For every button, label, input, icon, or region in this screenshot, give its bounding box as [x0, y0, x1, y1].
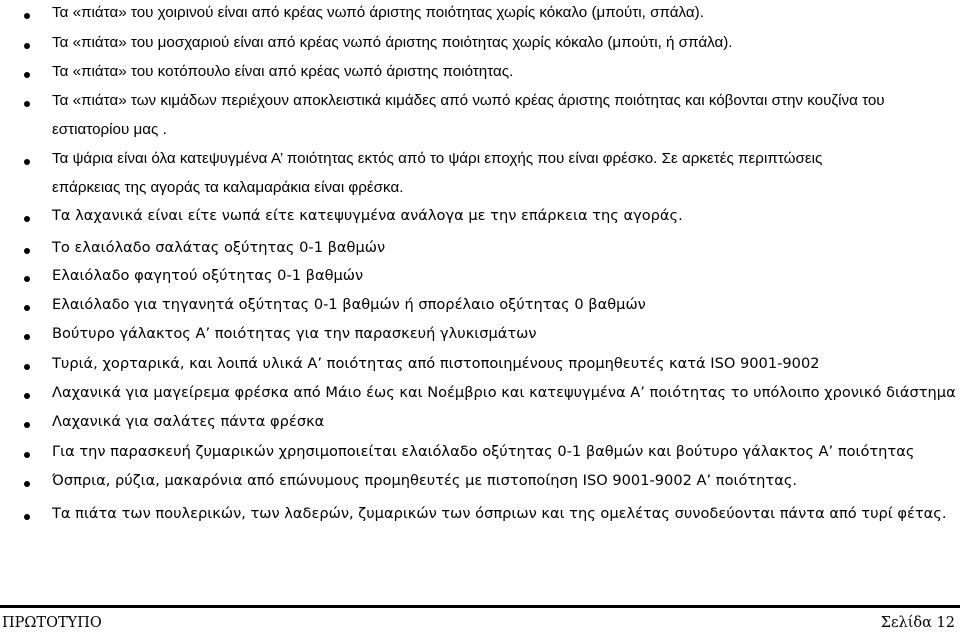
footer-rule [0, 605, 960, 608]
list-item-text: Τα «πιάτα» του μοσχαριού είναι από κρέας νωπό άριστης ποιότητας χωρίς κόκαλο (μπούτι, ή σπάλα). [52, 34, 733, 51]
bullet-icon [24, 334, 30, 340]
list-item-text: Ελαιόλαδο φαγητού οξύτητας 0-1 βαθμών [52, 267, 364, 284]
bullet-icon [24, 422, 30, 428]
footer-label: ΠΡΩΤΟΤΥΠΟ [2, 615, 102, 631]
bullet-icon [24, 101, 30, 107]
bullet-icon [24, 514, 30, 520]
bullet-icon [24, 159, 30, 165]
bullet-icon [24, 43, 30, 49]
list-item-text: Ελαιόλαδο για τηγανητά οξύτητας 0-1 βαθμών ή σπορέλαιο οξύτητας 0 βαθμών [52, 296, 646, 313]
list-item-text: Τα λαχανικά είναι είτε νωπά είτε κατεψυγμένα ανάλογα με την επάρκεια της αγοράς. [52, 207, 683, 224]
list-item-text: Τα «πιάτα» των κιμάδων περιέχουν αποκλειστικά κιμάδες από νωπό κρέας άριστης ποιότητας και κόβονται στην κουζίνα του [52, 92, 885, 109]
list-item-text: Όσπρια, ρύζια, μακαρόνια από επώνυμους προμηθευτές με πιστοποίηση ISO 9001-9002 Α’ ποιότητας. [52, 472, 798, 489]
page-number: Σελίδα 12 [880, 615, 955, 631]
list-item-text: Λαχανικά για μαγείρεμα φρέσκα από Μάιο έως και Νοέμβριο και κατεψυγμένα Α’ ποιότητας το υπόλοιπο χρονικό διάστημα [52, 384, 956, 401]
bullet-icon [24, 364, 30, 370]
bullet-icon [24, 393, 30, 399]
bullet-icon [24, 481, 30, 487]
list-item-text: Λαχανικά για σαλάτες πάντα φρέσκα [52, 413, 325, 430]
list-item-text: Τυριά, χορταρικά, και λοιπά υλικά Α’ ποιότητας από πιστοποιημένους προμηθευτές κατά ISO 9001-9002 [52, 355, 820, 372]
bullet-icon [24, 72, 30, 78]
list-item-text: Τα πιάτα των πουλερικών, των λαδερών, ζυμαρικών των όσπριων και της ομελέτας συνοδεύονται πάντα από τυρί φέτας. [52, 505, 947, 522]
bullet-icon [24, 13, 30, 19]
bullet-icon [24, 276, 30, 282]
bullet-icon [24, 452, 30, 458]
bullet-icon [24, 248, 30, 254]
list-item-text: Το ελαιόλαδο σαλάτας οξύτητας 0-1 βαθμών [52, 239, 386, 256]
list-item-text: Τα ψάρια είναι όλα κατεψυγμένα Α’ ποιότητας εκτός από το ψάρι εποχής που είναι φρέσκο. Σε αρκετές περιπτώσεις [52, 150, 823, 167]
list-item-text: Τα «πιάτα» του κοτόπουλο είναι από κρέας νωπό άριστης ποιότητας. [52, 63, 514, 80]
list-item-text: εστιατορίου μας . [52, 121, 167, 138]
list-item-text: επάρκειας της αγοράς τα καλαμαράκια είναι φρέσκα. [52, 179, 404, 196]
list-item-text: Τα «πιάτα» του χοιρινού είναι από κρέας νωπό άριστης ποιότητας χωρίς κόκαλο (μπούτι, σπάλα). [52, 4, 704, 21]
list-item-text: Βούτυρο γάλακτος Α’ ποιότητας για την παρασκευή γλυκισμάτων [52, 325, 537, 342]
bullet-icon [24, 305, 30, 311]
list-item-text: Για την παρασκευή ζυμαρικών χρησιμοποιείται ελαιόλαδο οξύτητας 0-1 βαθμών και βούτυρο γάλακτος Α’ ποιότητας [52, 443, 915, 460]
bullet-icon [24, 216, 30, 222]
